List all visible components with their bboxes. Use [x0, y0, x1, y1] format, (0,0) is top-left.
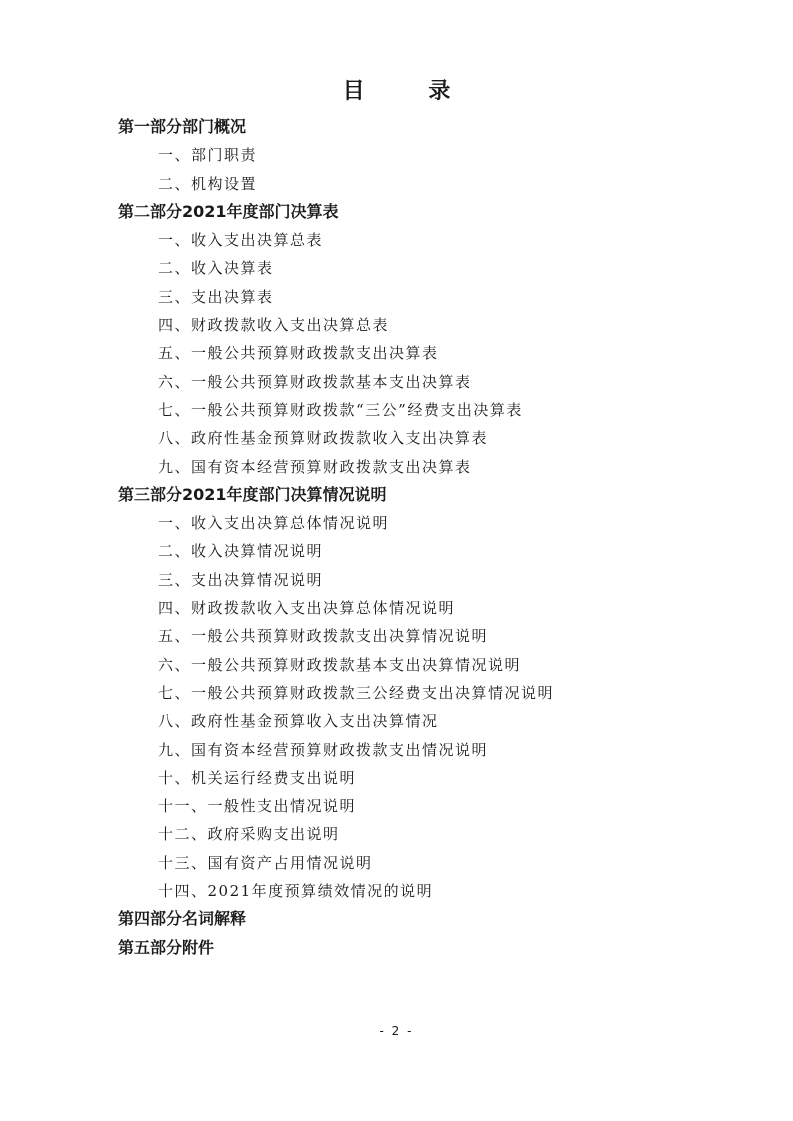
- toc-item: 六、一般公共预算财政拨款基本支出决算表: [158, 372, 472, 391]
- toc-item: 三、支出决算表: [158, 287, 274, 306]
- section-title: 第三部分2021年度部门决算情况说明: [118, 484, 387, 504]
- section-title: 第四部分名词解释: [118, 909, 247, 929]
- toc-item: 一、收入支出决算总表: [158, 231, 324, 250]
- section-title: 第二部分2021年度部门决算表: [118, 201, 339, 221]
- toc-item: 九、国有资本经营预算财政拨款支出决算表: [158, 457, 472, 476]
- toc-item: 三、支出决算情况说明: [158, 570, 324, 589]
- page-number: - 2 -: [379, 1024, 414, 1038]
- page-title: 目 录: [342, 79, 479, 104]
- toc-item: 十一、一般性支出情况说明: [158, 797, 357, 816]
- toc-item: 六、一般公共预算财政拨款基本支出决算情况说明: [158, 655, 522, 674]
- toc-section-5: [0, 934, 793, 962]
- toc-item: 一、部门职责: [158, 146, 258, 165]
- toc-item: 四、财政拨款收入支出决算总表: [158, 316, 390, 335]
- toc-item: 二、收入决算表: [158, 259, 274, 278]
- section-title: 第一部分部门概况: [118, 117, 247, 136]
- toc-item: 十四、2021年度预算绩效情况的说明: [158, 882, 434, 901]
- toc-item: 五、一般公共预算财政拨款支出决算情况说明: [158, 627, 489, 646]
- toc-item: 二、机构设置: [158, 174, 258, 193]
- table-of-contents: [0, 113, 793, 962]
- toc-item: 八、政府性基金预算收入支出决算情况: [158, 712, 439, 731]
- toc-section-1: [0, 113, 793, 198]
- toc-item: 十、机关运行经费支出说明: [158, 768, 357, 787]
- toc-section-4: [0, 905, 793, 933]
- toc-item: 九、国有资本经营预算财政拨款支出情况说明: [158, 740, 489, 759]
- toc-item: 十二、政府采购支出说明: [158, 825, 340, 844]
- toc-item: 二、收入决算情况说明: [158, 542, 324, 561]
- toc-section-3: [0, 481, 793, 905]
- section-title: 第五部分附件: [118, 937, 215, 957]
- toc-item: 十三、国有资产占用情况说明: [158, 853, 373, 872]
- toc-item: 七、一般公共预算财政拨款“三公”经费支出决算表: [158, 400, 523, 419]
- toc-item: 七、一般公共预算财政拨款三公经费支出决算情况说明: [158, 683, 555, 702]
- toc-item: 五、一般公共预算财政拨款支出决算表: [158, 344, 439, 363]
- toc-item: 四、财政拨款收入支出决算总体情况说明: [158, 599, 456, 618]
- toc-section-2: [0, 198, 793, 481]
- toc-item: 八、政府性基金预算财政拨款收入支出决算表: [158, 429, 489, 448]
- toc-item: 一、收入支出决算总体情况说明: [158, 514, 390, 533]
